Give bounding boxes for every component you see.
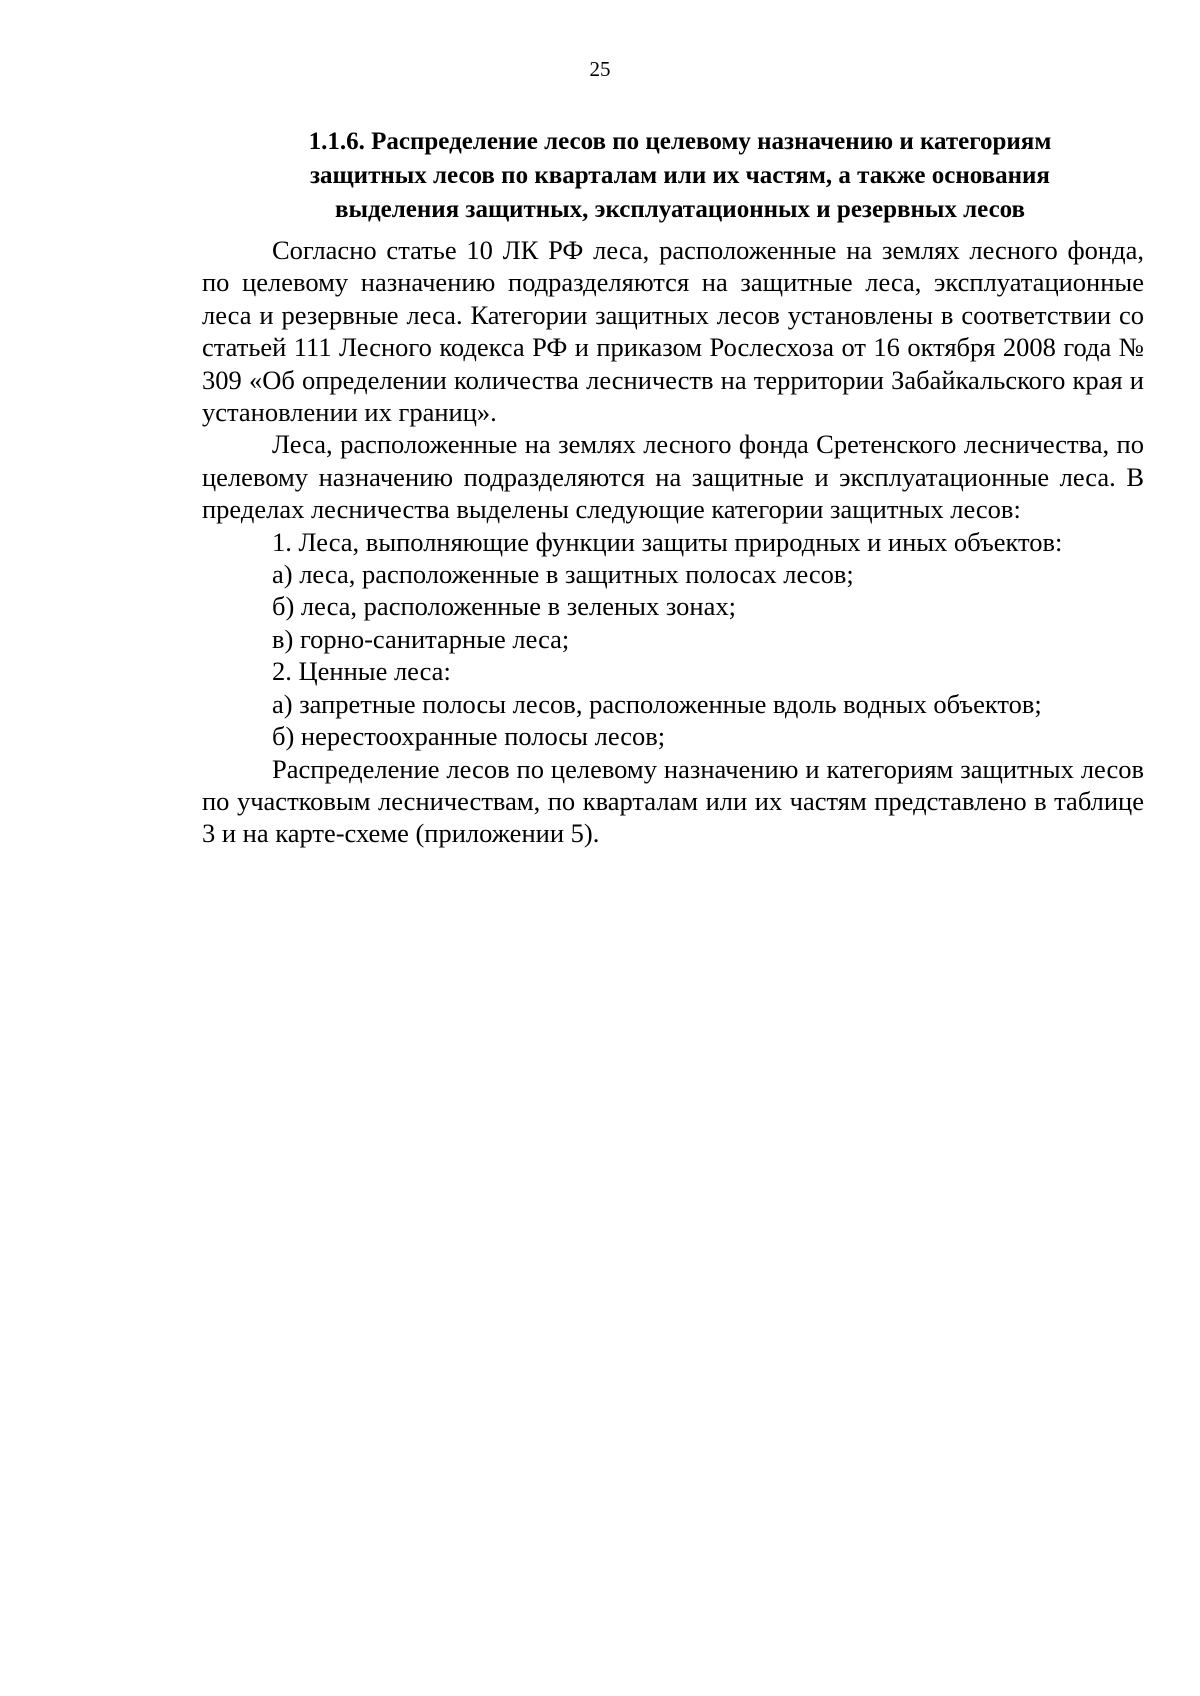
page-number: 25 [589, 57, 611, 81]
paragraph-legal-basis: Согласно статье 10 ЛК РФ леса, расположенные на землях лесного фонда, по целевому назначению подразделяются на защитные леса, эксплуатационные леса и резервные леса. Категории защитных лесов установлены в соответствии со статьей 111 Лесного кодекса РФ и приказом Рослесхоза от 16 октября 2008 года № 309 «Об определении количества лесничеств на территории Забайкальского края и установлении их границ». [202, 235, 1144, 428]
section-heading [240, 125, 1120, 227]
list-item: 1. Леса, выполняющие функции защиты природных и иных объектов: [272, 526, 1063, 557]
section-heading-line-3: выделения защитных, эксплуатационных и резервных лесов [334, 196, 1026, 223]
list-item: а) запретные полосы лесов, расположенные вдоль водных объектов; [272, 688, 1042, 719]
list-item: а) леса, расположенные в защитных полосах лесов; [272, 559, 854, 590]
list-item: б) леса, расположенные в зеленых зонах; [272, 591, 736, 622]
section-heading-line-2: защитных лесов по кварталам или их частям, а также основания [310, 162, 1050, 189]
body-text [202, 234, 1144, 850]
section-heading-line-1: 1.1.6. Распределение лесов по целевому назначению и категориям [308, 128, 1052, 155]
list-item: 2. Ценные леса: [272, 656, 451, 687]
list-item: в) горно-санитарные леса; [272, 623, 570, 654]
paragraph-distribution-reference: Распределение лесов по целевому назначению и категориям защитных лесов по участковым лесничествам, по кварталам или их частям представлено в таблице 3 и на карте-схеме (приложении 5). [202, 753, 1144, 849]
list-item: б) нерестоохранные полосы лесов; [272, 721, 666, 752]
paragraph-forest-division: Леса, расположенные на землях лесного фонда Сретенского лесничества, по целевому назначению подразделяются на защитные и эксплуатационные леса. В пределах лесничества выделены следующие категории защитных лесов: [202, 429, 1144, 525]
